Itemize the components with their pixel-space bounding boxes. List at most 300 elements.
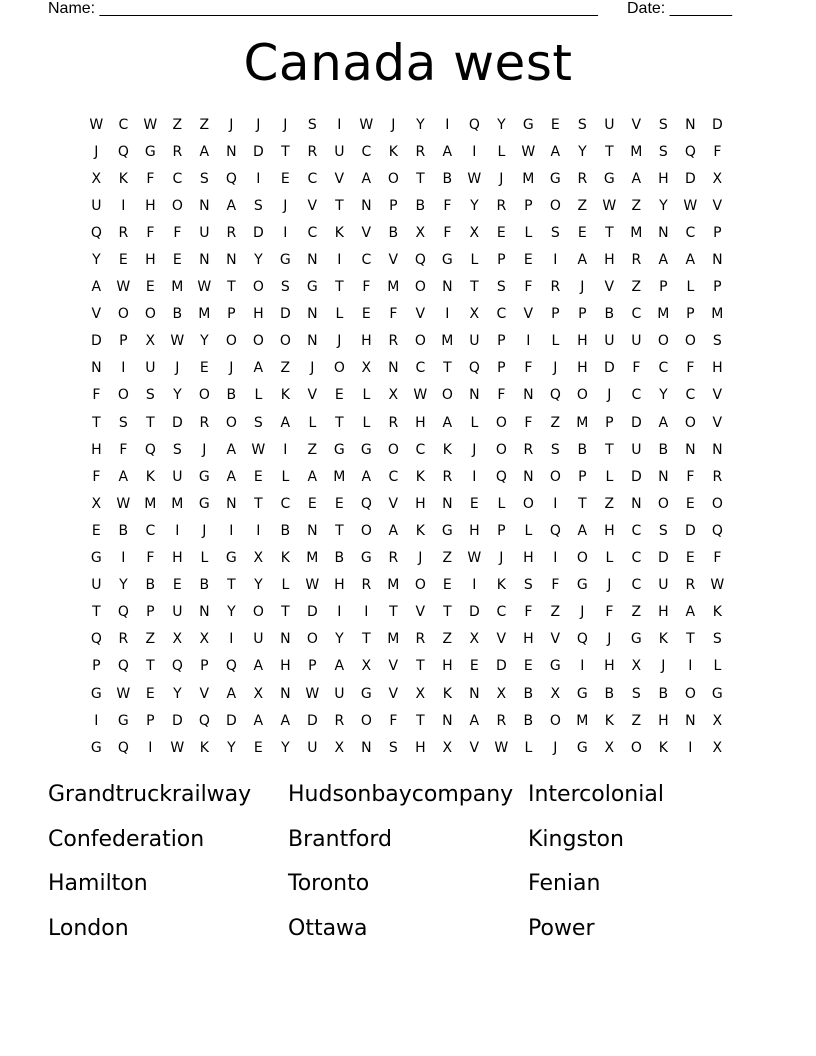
grid-letter: T	[443, 360, 452, 377]
grid-letter: X	[550, 685, 561, 702]
grid-letter: E	[199, 360, 210, 377]
grid-letter: I	[229, 522, 234, 539]
grid-letter: E	[469, 495, 480, 512]
grid-letter: V	[415, 604, 426, 621]
grid-letter: J	[661, 658, 666, 675]
grid-letter: O	[549, 712, 562, 729]
grid-letter: B	[523, 685, 534, 702]
grid-letter: D	[252, 224, 265, 241]
grid-letter: Q	[117, 658, 130, 675]
grid-letter: V	[199, 685, 210, 702]
grid-letter: J	[256, 116, 261, 133]
grid-row	[83, 165, 731, 192]
word-bank-item: Intercolonial	[528, 782, 664, 807]
grid-letter: G	[576, 739, 589, 756]
grid-letter: Q	[117, 739, 130, 756]
grid-letter: O	[225, 414, 238, 431]
date-field-label: Date: _______	[627, 0, 732, 17]
grid-letter: U	[172, 468, 183, 485]
grid-letter: L	[497, 495, 506, 512]
grid-letter: C	[415, 441, 426, 458]
grid-letter: G	[333, 441, 346, 458]
grid-letter: V	[334, 170, 345, 187]
grid-letter: O	[549, 468, 562, 485]
grid-letter: W	[521, 143, 536, 160]
grid-row	[83, 517, 731, 544]
grid-letter: N	[685, 712, 696, 729]
grid-letter: X	[415, 685, 426, 702]
grid-letter: F	[146, 550, 155, 567]
grid-letter: Y	[119, 577, 128, 594]
grid-letter: T	[578, 495, 587, 512]
grid-letter: Z	[172, 116, 183, 133]
grid-letter: N	[199, 252, 210, 269]
grid-letter: R	[307, 143, 318, 160]
grid-letter: K	[415, 522, 426, 539]
grid-letter: W	[467, 550, 482, 567]
grid-letter: B	[199, 577, 210, 594]
grid-letter: Z	[550, 414, 561, 431]
grid-letter: N	[388, 360, 399, 377]
grid-letter: L	[686, 279, 695, 296]
grid-letter: Y	[92, 252, 101, 269]
grid-letter: M	[522, 170, 535, 187]
grid-letter: O	[198, 387, 211, 404]
grid-letter: M	[144, 495, 157, 512]
grid-letter: P	[497, 333, 506, 350]
grid-letter: E	[496, 224, 507, 241]
grid-letter: J	[94, 143, 99, 160]
grid-letter: W	[116, 685, 131, 702]
grid-letter: X	[442, 739, 453, 756]
grid-letter: M	[306, 550, 319, 567]
grid-letter: T	[605, 441, 614, 458]
grid-letter: Q	[360, 495, 373, 512]
grid-letter: F	[524, 360, 533, 377]
grid-letter: E	[334, 495, 345, 512]
grid-letter: C	[172, 170, 183, 187]
grid-letter: S	[658, 116, 669, 133]
grid-letter: W	[710, 577, 725, 594]
grid-letter: N	[361, 197, 372, 214]
grid-letter: G	[441, 252, 454, 269]
grid-letter: H	[469, 522, 480, 539]
grid-letter: X	[469, 224, 480, 241]
grid-letter: T	[92, 414, 101, 431]
grid-letter: S	[523, 577, 534, 594]
grid-letter: E	[280, 170, 291, 187]
grid-letter: D	[252, 143, 265, 160]
grid-letter: I	[337, 116, 342, 133]
grid-letter: Z	[631, 279, 642, 296]
grid-row	[83, 545, 731, 572]
grid-letter: K	[334, 224, 345, 241]
grid-letter: L	[254, 387, 263, 404]
grid-letter: K	[280, 550, 291, 567]
grid-letter: K	[496, 577, 507, 594]
grid-letter: B	[604, 306, 615, 323]
grid-letter: O	[441, 387, 454, 404]
grid-letter: D	[279, 306, 292, 323]
grid-letter: Q	[468, 116, 481, 133]
grid-letter: U	[199, 224, 210, 241]
grid-letter: B	[334, 550, 345, 567]
grid-letter: I	[337, 604, 342, 621]
grid-letter: P	[659, 279, 668, 296]
grid-letter: R	[550, 279, 561, 296]
grid-letter: M	[171, 495, 184, 512]
grid-letter: P	[578, 306, 587, 323]
grid-letter: F	[686, 360, 695, 377]
grid-letter: F	[443, 197, 452, 214]
grid-letter: C	[631, 306, 642, 323]
grid-letter: A	[226, 441, 237, 458]
grid-letter: K	[415, 468, 426, 485]
grid-letter: I	[688, 739, 693, 756]
grid-letter: T	[416, 170, 425, 187]
grid-letter: B	[604, 685, 615, 702]
grid-row	[83, 626, 731, 653]
grid-letter: G	[90, 550, 103, 567]
grid-letter: B	[226, 387, 237, 404]
grid-letter: C	[631, 577, 642, 594]
word-bank-item: Hudsonbaycompany	[288, 782, 514, 807]
grid-letter: N	[523, 387, 534, 404]
grid-letter: E	[685, 550, 696, 567]
grid-letter: T	[335, 197, 344, 214]
grid-letter: G	[144, 143, 157, 160]
grid-letter: Z	[280, 360, 291, 377]
grid-letter: A	[658, 252, 669, 269]
grid-letter: G	[630, 631, 643, 648]
grid-letter: I	[526, 333, 531, 350]
word-bank	[48, 779, 768, 957]
word-bank-item: Grandtruckrailway	[48, 782, 252, 807]
grid-letter: R	[685, 577, 696, 594]
grid-letter: O	[387, 441, 400, 458]
grid-letter: N	[199, 604, 210, 621]
grid-letter: I	[553, 252, 558, 269]
grid-letter: A	[253, 712, 264, 729]
grid-letter: O	[306, 631, 319, 648]
grid-letter: S	[496, 279, 507, 296]
grid-letter: F	[389, 306, 398, 323]
grid-row	[83, 382, 731, 409]
grid-row	[83, 436, 731, 463]
grid-letter: N	[469, 387, 480, 404]
grid-letter: I	[364, 604, 369, 621]
grid-letter: V	[307, 197, 318, 214]
grid-letter: D	[711, 116, 724, 133]
grid-letter: N	[469, 685, 480, 702]
grid-letter: J	[499, 550, 504, 567]
grid-letter: Z	[631, 712, 642, 729]
grid-letter: L	[524, 522, 533, 539]
grid-letter: X	[253, 550, 264, 567]
grid-letter: Y	[335, 631, 344, 648]
grid-letter: Y	[659, 197, 668, 214]
grid-letter: X	[604, 739, 615, 756]
grid-letter: R	[361, 577, 372, 594]
grid-letter: P	[389, 197, 398, 214]
grid-letter: E	[523, 658, 534, 675]
grid-row	[83, 301, 731, 328]
grid-letter: K	[442, 441, 453, 458]
grid-letter: L	[335, 306, 344, 323]
grid-letter: H	[91, 441, 102, 458]
grid-letter: A	[226, 468, 237, 485]
grid-letter: H	[658, 604, 669, 621]
grid-letter: T	[146, 658, 155, 675]
grid-letter: S	[550, 224, 561, 241]
grid-letter: Y	[659, 387, 668, 404]
grid-letter: N	[442, 495, 453, 512]
grid-letter: G	[549, 170, 562, 187]
grid-letter: I	[688, 658, 693, 675]
grid-row	[83, 490, 731, 517]
grid-letter: G	[90, 739, 103, 756]
grid-letter: A	[280, 712, 291, 729]
grid-letter: S	[712, 631, 723, 648]
grid-row	[83, 111, 731, 138]
grid-letter: I	[553, 550, 558, 567]
grid-letter: N	[307, 522, 318, 539]
grid-row	[83, 734, 731, 761]
grid-letter: K	[658, 739, 669, 756]
word-bank-item: Brantford	[288, 826, 393, 852]
grid-letter: A	[307, 468, 318, 485]
grid-letter: C	[388, 468, 399, 485]
grid-letter: H	[415, 495, 426, 512]
grid-letter: S	[658, 143, 669, 160]
grid-letter: W	[467, 170, 482, 187]
grid-letter: G	[711, 685, 724, 702]
grid-letter: W	[359, 116, 374, 133]
grid-letter: J	[580, 279, 585, 296]
word-bank-item: Power	[528, 915, 595, 941]
grid-letter: A	[685, 252, 696, 269]
grid-row	[83, 328, 731, 355]
grid-letter: L	[524, 224, 533, 241]
word-bank-item: Kingston	[528, 826, 624, 852]
grid-letter: D	[306, 712, 319, 729]
grid-letter: Y	[173, 685, 182, 702]
grid-letter: J	[202, 522, 207, 539]
grid-letter: I	[445, 116, 450, 133]
grid-letter: W	[170, 333, 185, 350]
grid-letter: T	[389, 604, 398, 621]
grid-row	[83, 192, 731, 219]
grid-letter: N	[361, 739, 372, 756]
grid-letter: U	[334, 143, 345, 160]
grid-letter: G	[549, 658, 562, 675]
grid-letter: K	[442, 685, 453, 702]
grid-letter: Y	[497, 116, 506, 133]
grid-letter: I	[283, 441, 288, 458]
grid-letter: U	[307, 739, 318, 756]
grid-letter: A	[91, 279, 102, 296]
grid-letter: A	[280, 414, 291, 431]
grid-letter: T	[254, 495, 263, 512]
grid-letter: A	[118, 468, 129, 485]
grid-letter: H	[604, 252, 615, 269]
grid-letter: N	[658, 468, 669, 485]
grid-letter: U	[334, 685, 345, 702]
grid-letter: Z	[604, 495, 615, 512]
grid-letter: E	[91, 522, 102, 539]
grid-letter: L	[281, 577, 290, 594]
grid-letter: J	[175, 360, 180, 377]
grid-letter: J	[283, 197, 288, 214]
grid-letter: T	[686, 631, 695, 648]
grid-letter: B	[442, 170, 453, 187]
grid-letter: C	[415, 360, 426, 377]
grid-letter: L	[470, 252, 479, 269]
word-search-grid	[83, 111, 731, 761]
grid-letter: H	[604, 522, 615, 539]
grid-letter: X	[172, 631, 183, 648]
grid-letter: N	[442, 279, 453, 296]
grid-letter: Q	[549, 522, 562, 539]
grid-letter: A	[442, 414, 453, 431]
grid-letter: B	[145, 577, 156, 594]
grid-letter: U	[658, 577, 669, 594]
grid-row	[83, 707, 731, 734]
grid-letter: J	[607, 387, 612, 404]
grid-letter: S	[550, 441, 561, 458]
grid-letter: D	[630, 414, 643, 431]
grid-letter: N	[307, 306, 318, 323]
grid-letter: F	[497, 387, 506, 404]
grid-letter: R	[415, 631, 426, 648]
grid-row	[83, 219, 731, 246]
grid-letter: J	[607, 577, 612, 594]
grid-letter: F	[119, 441, 128, 458]
grid-letter: Q	[684, 143, 697, 160]
grid-letter: V	[496, 631, 507, 648]
word-bank-item: Confederation	[48, 826, 205, 852]
grid-letter: D	[468, 604, 481, 621]
grid-letter: F	[524, 414, 533, 431]
grid-letter: N	[442, 712, 453, 729]
grid-letter: F	[443, 224, 452, 241]
grid-letter: A	[577, 252, 588, 269]
grid-letter: I	[94, 712, 99, 729]
grid-letter: Y	[227, 739, 236, 756]
grid-letter: Y	[416, 116, 425, 133]
grid-letter: P	[551, 306, 560, 323]
grid-letter: D	[495, 658, 508, 675]
grid-letter: B	[415, 197, 426, 214]
grid-letter: G	[522, 116, 535, 133]
grid-letter: X	[712, 170, 723, 187]
grid-letter: X	[631, 658, 642, 675]
grid-letter: F	[632, 360, 641, 377]
grid-letter: Z	[145, 631, 156, 648]
grid-letter: Y	[200, 333, 209, 350]
grid-letter: O	[360, 522, 373, 539]
grid-letter: F	[524, 279, 533, 296]
grid-letter: J	[553, 739, 558, 756]
grid-letter: G	[441, 522, 454, 539]
grid-letter: F	[713, 550, 722, 567]
grid-letter: T	[335, 279, 344, 296]
grid-letter: Y	[254, 577, 263, 594]
grid-letter: G	[360, 550, 373, 567]
grid-letter: P	[92, 658, 101, 675]
grid-letter: O	[711, 495, 724, 512]
grid-letter: Y	[254, 252, 263, 269]
grid-letter: L	[605, 468, 614, 485]
grid-letter: M	[198, 306, 211, 323]
grid-letter: J	[580, 604, 585, 621]
grid-letter: R	[226, 224, 237, 241]
grid-letter: O	[252, 279, 265, 296]
grid-letter: S	[118, 414, 129, 431]
grid-letter: X	[253, 685, 264, 702]
grid-letter: C	[361, 252, 372, 269]
grid-letter: K	[145, 468, 156, 485]
grid-letter: O	[684, 685, 697, 702]
grid-letter: G	[360, 685, 373, 702]
grid-letter: M	[576, 712, 589, 729]
grid-letter: F	[173, 224, 182, 241]
grid-letter: A	[685, 604, 696, 621]
grid-letter: X	[361, 658, 372, 675]
grid-letter: S	[388, 739, 399, 756]
grid-letter: Q	[198, 712, 211, 729]
grid-letter: F	[605, 604, 614, 621]
grid-letter: X	[496, 685, 507, 702]
grid-letter: U	[604, 333, 615, 350]
grid-letter: T	[470, 279, 479, 296]
grid-letter: A	[658, 414, 669, 431]
grid-letter: C	[631, 522, 642, 539]
grid-letter: D	[684, 522, 697, 539]
grid-letter: B	[172, 306, 183, 323]
grid-letter: E	[577, 224, 588, 241]
grid-letter: A	[469, 712, 480, 729]
grid-letter: O	[171, 197, 184, 214]
grid-letter: G	[306, 279, 319, 296]
grid-letter: P	[497, 252, 506, 269]
grid-letter: O	[522, 495, 535, 512]
grid-letter: I	[229, 631, 234, 648]
grid-letter: R	[388, 414, 399, 431]
grid-letter: M	[630, 143, 643, 160]
grid-letter: Q	[117, 604, 130, 621]
grid-letter: T	[227, 577, 236, 594]
grid-letter: G	[198, 468, 211, 485]
grid-letter: E	[172, 577, 183, 594]
grid-letter: Y	[578, 143, 587, 160]
grid-letter: O	[684, 414, 697, 431]
grid-letter: A	[226, 197, 237, 214]
grid-letter: I	[337, 252, 342, 269]
grid-letter: F	[389, 712, 398, 729]
grid-letter: E	[172, 252, 183, 269]
grid-letter: O	[657, 333, 670, 350]
grid-letter: F	[713, 143, 722, 160]
grid-letter: M	[387, 577, 400, 594]
grid-letter: N	[631, 495, 642, 512]
grid-letter: V	[388, 495, 399, 512]
grid-letter: I	[553, 495, 558, 512]
grid-letter: K	[199, 739, 210, 756]
grid-letter: C	[631, 550, 642, 567]
grid-letter: N	[712, 441, 723, 458]
grid-letter: T	[335, 414, 344, 431]
